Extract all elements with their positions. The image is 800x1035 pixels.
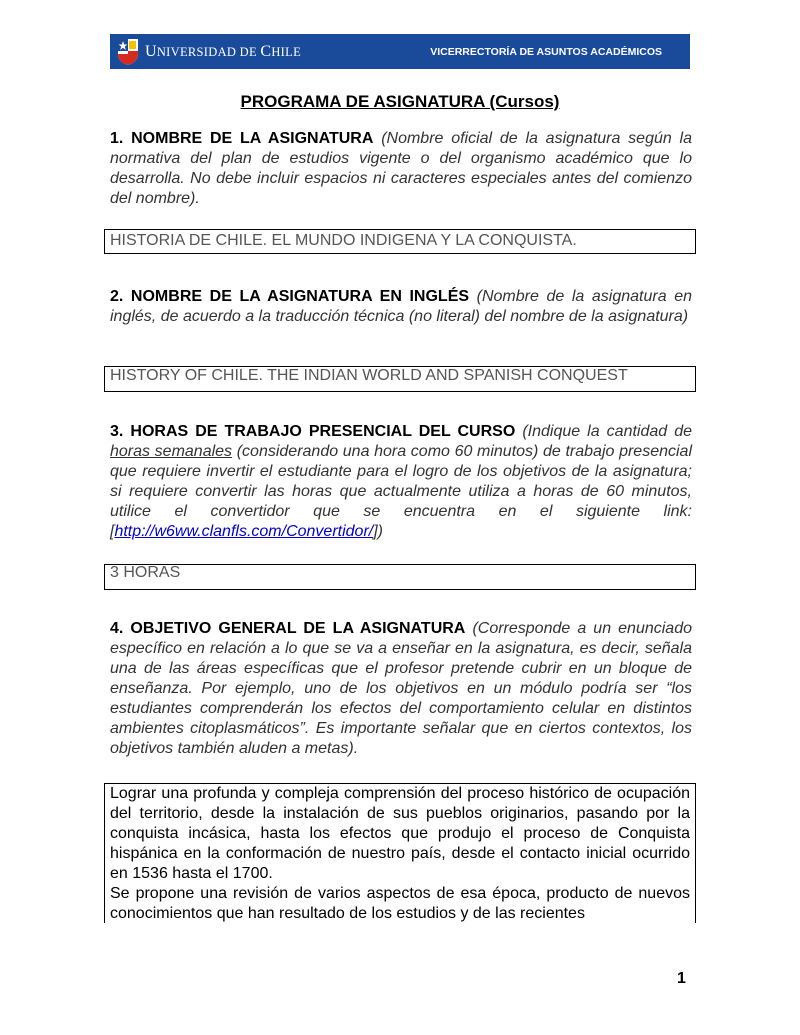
section-3-instructions-a: (Indique la cantidad de <box>522 423 692 440</box>
university-shield-icon <box>117 38 139 66</box>
section-1-value: HISTORIA DE CHILE. EL MUNDO INDIGENA Y LA CONQUISTA. <box>110 232 577 249</box>
section-1-instructions: (Nombre oficial de la asignatura según la normativa del plan de estudios vigente o del organismo académico que lo desarrolla. No debe incluir espacios ni caracteres especiales antes del comienzo del nombre). <box>110 130 693 207</box>
section-4-text <box>110 619 692 759</box>
section-4-answer-box[interactable] <box>104 783 696 923</box>
section-2-heading: 2. NOMBRE DE LA ASIGNATURA EN INGLÉS <box>110 288 470 305</box>
section-3-value: 3 HORAS <box>110 564 181 581</box>
section-3-horas-semanales: horas semanales <box>110 443 233 460</box>
section-2-answer-box[interactable] <box>104 366 696 392</box>
section-2-instructions: (Nombre de la asignatura en inglés, de acuerdo a la traducción técnica (no literal) del nombre de la asignatura) <box>110 288 693 325</box>
section-3-heading: 3. HORAS DE TRABAJO PRESENCIAL DEL CURSO <box>110 423 516 440</box>
header-banner <box>110 34 690 69</box>
section-1-answer-box[interactable] <box>104 229 696 254</box>
objective-paragraph-2: Se propone una revisión de varios aspectos de esa época, producto de nuevos conocimientos que han resultado de los estudios y de las recientes <box>110 885 690 922</box>
section-2-text <box>110 287 692 327</box>
section-3-answer-box[interactable] <box>104 564 696 590</box>
section-1-text <box>110 129 692 209</box>
section-3-text: 3. HORAS DE TRABAJO PRESENCIAL DEL CURSO (Indique la cantidad de horas semanales (considerando una hora como 60 minutos) de trabajo presencial que requiere invertir el estudiante para el logro de los objetivos de la asignatura; si requiere convertir las horas que actualmente utiliza a horas de 60 minutos, utilice el convertidor que se encuentra en el siguiente link: [http://w6ww.clanfls.com/Convertidor/]) <box>110 423 692 540</box>
university-name: UNIVERSIDAD DE CHILE <box>145 42 302 60</box>
page-number: 1 <box>677 970 686 987</box>
page-title: PROGRAMA DE ASIGNATURA (Cursos) <box>240 92 560 111</box>
section-4-instructions: (Corresponde a un enunciado específico en relación a lo que se va a enseñar en la asignatura, es decir, señala una de las áreas específicas que el profesor pretende cubrir en un bloque de enseñanza. Por ejemplo, uno de los objetivos en un módulo podría ser “los estudiantes comprenderán los efectos del comportamiento celular en distintos ambientes citoplasmáticos”. Es importante señalar que en ciertos contextos, los objetivos también aluden a metas). <box>110 620 693 757</box>
vicerrectoria-label: VICERRECTORÍA DE ASUNTOS ACADÉMICOS <box>430 45 662 58</box>
convertidor-link[interactable]: http://w6ww.clanfls.com/Convertidor/ <box>114 523 374 540</box>
section-4-heading: 4. OBJETIVO GENERAL DE LA ASIGNATURA <box>110 620 466 637</box>
section-2-value: HISTORY OF CHILE. THE INDIAN WORLD AND SPANISH CONQUEST <box>110 367 628 384</box>
section-3-instructions-b: (considerando una hora como 60 minutos) de trabajo presencial que requiere invertir el estudiante para el logro de los objetivos de la asignatura; si requiere convertir las horas que actualmente utiliza a horas de 60 minutos, utilice el convertidor que se encuentra en el siguiente link: [ <box>110 443 692 540</box>
objective-paragraph-1: Lograr una profunda y compleja comprensión del proceso histórico de ocupación del territorio, desde la instalación de sus pueblos originarios, pasando por la conquista incásica, hasta los efectos que produjo el proceso de Conquista hispánica en la conformación de nuestro país, desde el contacto inicial ocurrido en 1536 hasta el 1700. <box>110 785 690 882</box>
section-1-heading: 1. NOMBRE DE LA ASIGNATURA <box>110 130 374 147</box>
